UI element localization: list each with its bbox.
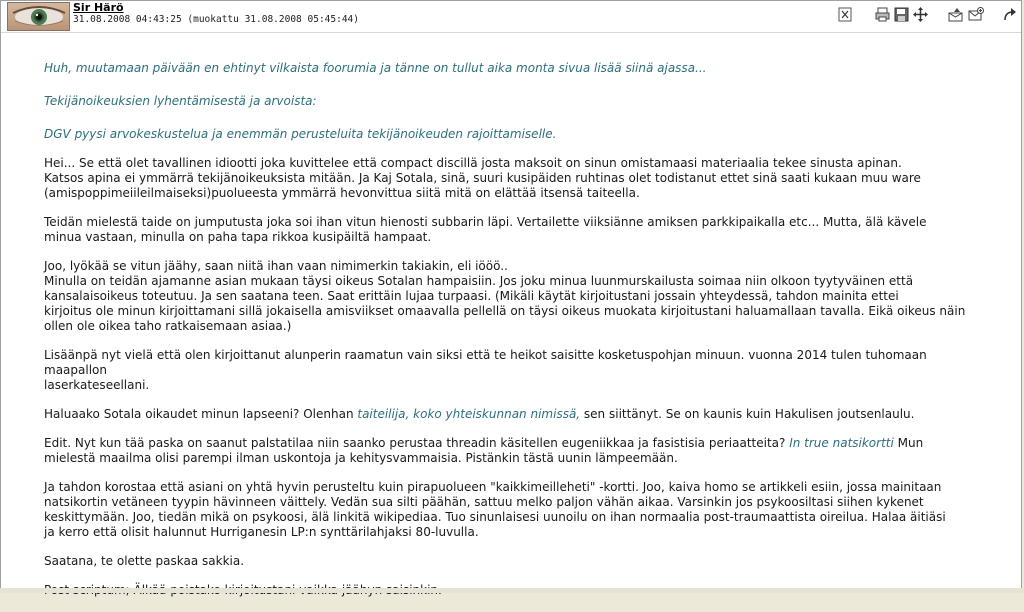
paragraph-text: Haluaako Sotala oikaudet minun lapseeni? Olenhan bbox=[44, 407, 358, 421]
paragraph-text: Edit. Nyt kun tää paska on saanut palstatilaa niin saanko perustaa threadin käsitellen eugeniikkaa ja fasistisia periaatteita? bbox=[44, 436, 790, 450]
paragraph: Hei... Se että olet tavallinen idiootti joka kuvittelee että compact discillä josta maksoit on sinun omistamaasi materiaalia tekee sinusta apinan. Katsos apina ei ymmärrä tekijänoikeuksista mitään. Ja Kaj Sotala, sinä, suuri kusipäiden ruhtinas olet todistanut ettet sinä saati kukaan muu ware (amispoppimeiileilmaiseksi)puolueesta ymmärrä hevonvittua siitä mitä on elättää itsensä taiteella. bbox=[44, 156, 921, 200]
paragraph-text: Mun mielestä maailma olisi parempi ilman uskontoja ja kehitysvammaisia. Pistänkin tästä uunin lämpeemään. bbox=[44, 436, 924, 465]
quote-text: Huh, muutamaan päivään en ehtinyt vilkaista foorumia ja tänne on tullut aika monta sivua lisää siinä ajassa... bbox=[44, 61, 707, 75]
quote-text: DGV pyysi arvokeskustelua ja enemmän perusteluita tekijänoikeuden rajoittamiselle. bbox=[44, 127, 557, 141]
forward-icon[interactable] bbox=[1002, 7, 1017, 22]
paragraph: Lisäänpä nyt vielä että olen kirjoittanut alunperin raamatun vain siksi että te heikot saisitte kosketuspohjan minuun. vuonna 2014 tulen tuhomaan maapallon laserkateseellani. bbox=[44, 348, 927, 392]
post-header bbox=[1, 1, 1021, 33]
paragraph-text: sen siittänyt. Se on kaunis kuin Hakulisen joutsenlaulu. bbox=[580, 407, 915, 421]
post-author[interactable]: Sir Härö bbox=[73, 1, 124, 14]
paragraph: Joo, lyökää se vitun jäähy, saan niitä ihan vaan nimimerkin takiakin, eli iööö.. Minulla on teidän ajamanne asian mukaan täysi oikeus Sotalan hampaisiin. Jos joku minua luunmurskailusta soimaa niin olkoon tyytyväinen että kansalaisoikeus toteutuu. Ja sen saatana teen. Saat erittäin lujaa turpaasi. (Mikäli käytät kirjoitustani jossain yhteydessä, tahdon mainita ettei kirjoitus ole minun kirjoittamani sillä jokaisella amisviikset omaavalla pellellä on täysi oikeus muokata kirjoitustani haluamallaan tavalla. Eikä oikeus näin ollen ole oikea taho ratkaisemaan asiaa.) bbox=[44, 259, 966, 333]
emphasis-link: taiteilija, koko yhteiskunnan nimissä, bbox=[357, 407, 581, 421]
quote-text: Tekijänoikeuksien lyhentämisestä ja arvoista: bbox=[44, 94, 317, 108]
reply-icon[interactable] bbox=[948, 7, 963, 22]
paragraph: Ja tahdon korostaa että asiani on yhtä hyvin perusteltu kuin pirapuolueen "kaikkimeilleheti" -kortti. Joo, kaiva homo se artikkeli esiin, jossa mainitaan natsikortin vetäneen tyypin hävinneen väittely. Vedän sua silti päähän, sattuu melko paljon vähän aikaa. Varsinkin jos psykoosiltasi siihen kykenet keskittymään. Joo, tiedän mikä on psykoosi, älä linkitä wikipediaa. Tuo sinunlaisesi uunoilu on ihan normaalia post-traumaattista oireilua. Halaa äitiäsi ja kerro että olisit halunnut Hurriganesin LP:n synttärilahjaksi 80-luvulla. bbox=[44, 480, 946, 539]
paragraph: Teidän mielestä taide on jumputusta joka soi ihan vitun hienosti subbarin läpi. Vertailette viiksiänne amiksen parkkipaikalla etc... Mutta, älä kävele minua vastaan, minulla on paha tapa rikkoa kusipäiltä hampaat. bbox=[44, 215, 927, 244]
paragraph: Saatana, te olette paskaa sakkia. bbox=[44, 554, 245, 568]
paragraph bbox=[44, 407, 1012, 422]
print-icon[interactable] bbox=[875, 7, 890, 22]
eye-icon bbox=[8, 3, 69, 30]
paragraph bbox=[44, 436, 1012, 466]
avatar[interactable] bbox=[7, 2, 70, 31]
save-icon[interactable] bbox=[894, 7, 909, 22]
quote-icon[interactable] bbox=[968, 7, 983, 22]
post-date: 31.08.2008 04:43:25 (muokattu 31.08.2008 05:45:44) bbox=[73, 14, 359, 25]
window-bottom-edge bbox=[0, 588, 1024, 593]
move-icon[interactable] bbox=[913, 7, 928, 22]
emphasis-link: In true natsikortti bbox=[789, 436, 894, 450]
close-icon[interactable] bbox=[838, 7, 853, 22]
post-body bbox=[44, 61, 1012, 612]
